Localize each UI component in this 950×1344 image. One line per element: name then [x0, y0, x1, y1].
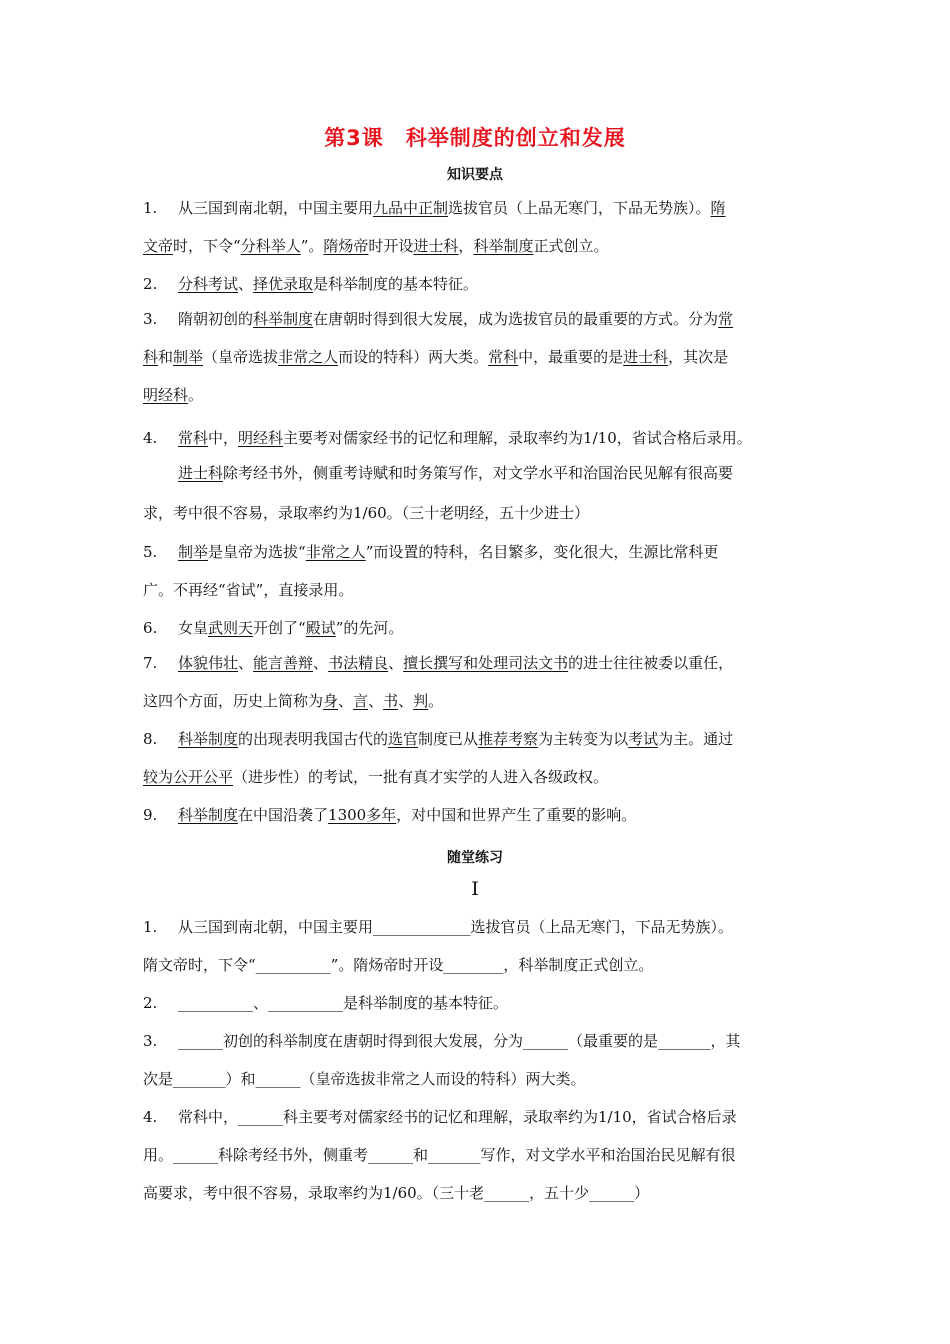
text-run: 中， [208, 429, 239, 447]
text-run: 隋朝初创的 [178, 310, 254, 328]
key-term: 殿试 [305, 619, 336, 637]
key-term: 隋 [710, 199, 726, 217]
text-run: 主要考对儒家经书的记忆和理解，录取率约为1/10，省试合格后录用。 [283, 429, 752, 447]
item-number: 2. [143, 275, 158, 293]
practice-part-numeral: I [471, 878, 479, 900]
s2-item-1-line-1 [143, 917, 813, 937]
text-run: 高要求，考中很不容易，录取率约为1/60。（三十老______，五十少______） [143, 1184, 650, 1202]
text-run: 隋文帝时，下令“__________”。隋炀帝时开设________，科举制度正式创立。 [143, 956, 654, 974]
key-term: 书法精良 [328, 654, 389, 672]
text-run: 常科中，______科主要考对儒家经书的记忆和理解，录取率约为1/10，省试合格后录 [178, 1108, 737, 1126]
text-run: 开创了“ [253, 619, 306, 637]
key-term: 文帝 [143, 237, 174, 255]
text-run: 中，最重要的是 [518, 348, 624, 366]
text-run: 次是_______）和______（皇帝选拔非常之人而设的特科）两大类。 [143, 1070, 586, 1088]
s1-item-6-line-1 [143, 618, 813, 638]
text-run: 在中国沿袭了 [238, 806, 329, 824]
s2-item-3-line-2 [143, 1069, 813, 1089]
s1-item-5-line-1 [143, 542, 813, 562]
text-run: ”而设置的特科，名目繁多，变化很大，生源比常科更 [365, 543, 719, 561]
s1-item-8-line-1 [143, 729, 813, 749]
text-run: 时，下令“ [173, 237, 241, 255]
key-term: 言 [353, 692, 369, 710]
item-number: 9. [143, 806, 158, 824]
text-run: 广。不再经“省试”，直接录用。 [143, 581, 354, 599]
text-run: 、 [398, 692, 414, 710]
text-run: 这四个方面，历史上简称为 [143, 692, 324, 710]
key-term: 科 [143, 348, 159, 366]
section-heading-knowledge: 知识要点 [447, 167, 503, 183]
text-run: 用。______科除考经书外，侧重考______和_______写作，对文学水平和治国治民见解有很 [143, 1146, 736, 1164]
text-run: 从三国到南北朝，中国主要用_____________选拔官员（上品无寒门，下品无势族）。 [178, 918, 734, 936]
text-run: 、 [313, 654, 329, 672]
key-term: 较为公开公平 [143, 768, 234, 786]
key-term: 常 [718, 310, 734, 328]
key-term: 身 [323, 692, 339, 710]
s1-item-3-line-2 [143, 347, 813, 367]
text-run: ”。 [300, 237, 324, 255]
text-run: 的进士往往被委以重任， [568, 654, 734, 672]
text-run: 为主。通过 [658, 730, 734, 748]
text-run: （进步性）的考试，一批有真才实学的人进入各级政权。 [233, 768, 609, 786]
text-run: 求，考中很不容易，录取率约为1/60。（三十老明经，五十少进士） [143, 504, 590, 522]
s1-item-3-line-1 [143, 309, 813, 329]
item-number: 6. [143, 619, 158, 637]
key-term: 推荐考察 [478, 730, 539, 748]
key-term: 能言善辩 [253, 654, 314, 672]
key-term: 明经科 [238, 429, 284, 447]
key-term: 科举制度 [178, 730, 239, 748]
text-run: 、 [368, 692, 384, 710]
text-run: 。 [428, 692, 444, 710]
text-run: 、 [388, 654, 404, 672]
text-run: 。 [188, 386, 204, 404]
text-run: 是皇帝为选拔“ [208, 543, 306, 561]
item-number: 3. [143, 1032, 158, 1050]
text-run: 和 [158, 348, 174, 366]
key-term: 判 [413, 692, 429, 710]
lesson-title: 第3课 科举制度的创立和发展 [324, 126, 626, 150]
s1-item-3-line-3 [143, 385, 813, 405]
item-number: 5. [143, 543, 158, 561]
key-term: 明经科 [143, 386, 189, 404]
item-number: 8. [143, 730, 158, 748]
s1-item-7-line-1 [143, 653, 813, 673]
s2-item-4-line-1 [143, 1107, 813, 1127]
key-term: 常科 [488, 348, 519, 366]
item-number: 1. [143, 199, 158, 217]
text-run: 、 [338, 692, 354, 710]
key-term: 隋炀帝 [323, 237, 369, 255]
text-run: ______初创的科举制度在唐朝时得到很大发展，分为______（最重要的是_______，其 [178, 1032, 741, 1050]
text-run: 时开设 [368, 237, 414, 255]
s2-item-2-line-1 [143, 993, 813, 1013]
key-term: 分科举人 [240, 237, 301, 255]
key-term: 非常之人 [278, 348, 339, 366]
key-term: 常科 [178, 429, 209, 447]
text-run: __________、__________是科举制度的基本特征。 [178, 994, 509, 1012]
text-run: ”的先河。 [335, 619, 404, 637]
text-run: （皇帝选拔 [203, 348, 279, 366]
text-run: ，其次是 [668, 348, 729, 366]
s1-item-4-line-3 [143, 503, 813, 523]
s1-item-8-line-2 [143, 767, 813, 787]
text-run: ， [458, 237, 474, 255]
section-heading-practice: 随堂练习 [447, 850, 503, 866]
s2-item-4-line-3 [143, 1183, 813, 1203]
key-term: 科举制度 [178, 806, 239, 824]
text-run: 、 [238, 654, 254, 672]
key-term: 制举 [178, 543, 209, 561]
text-run: ，对中国和世界产生了重要的影响。 [396, 806, 637, 824]
text-run: 的出现表明我国古代的 [238, 730, 389, 748]
key-term: 科举制度 [253, 310, 314, 328]
key-term: 进士科 [178, 464, 224, 482]
s1-item-1-line-1 [143, 198, 813, 218]
key-term: 选官 [388, 730, 419, 748]
text-run: 正式创立。 [533, 237, 609, 255]
item-number: 4. [143, 1108, 158, 1126]
item-number: 4. [143, 429, 158, 447]
key-term: 进士科 [413, 237, 459, 255]
item-number: 1. [143, 918, 158, 936]
text-run: 是科举制度的基本特征。 [313, 275, 479, 293]
s2-item-1-line-2 [143, 955, 813, 975]
key-term: 进士科 [623, 348, 669, 366]
text-run: 除考经书外，侧重考诗赋和时务策写作，对文学水平和治国治民见解有很高要 [223, 464, 734, 482]
key-term: 分科考试 [178, 275, 239, 293]
s1-item-7-line-2 [143, 691, 813, 711]
s2-item-4-line-2 [143, 1145, 813, 1165]
key-term: 武则天 [208, 619, 254, 637]
key-term: 体貌伟壮 [178, 654, 239, 672]
key-term: 择优录取 [253, 275, 314, 293]
s1-item-4-line-2 [143, 463, 813, 483]
key-term: 书 [383, 692, 399, 710]
text-run: 女皇 [178, 619, 209, 637]
s1-item-5-line-2 [143, 580, 813, 600]
key-term: 科举制度 [473, 237, 534, 255]
item-number: 7. [143, 654, 158, 672]
s1-item-9-line-1 [143, 805, 813, 825]
s1-item-2-line-1 [143, 274, 813, 294]
text-run: 在唐朝时得到很大发展，成为选拔官员的最重要的方式。分为 [313, 310, 719, 328]
key-term: 擅长撰写和处理司法文书 [403, 654, 569, 672]
s1-item-4-line-1 [143, 428, 813, 448]
text-run: 制度已从 [418, 730, 479, 748]
text-run: 选拔官员（上品无寒门，下品无势族）。 [448, 199, 711, 217]
s2-item-3-line-1 [143, 1031, 813, 1051]
s1-item-1-line-2 [143, 236, 813, 256]
key-term: 制举 [173, 348, 204, 366]
key-term: 非常之人 [305, 543, 366, 561]
text-run: 为主转变为以 [538, 730, 629, 748]
item-number: 2. [143, 994, 158, 1012]
text-run: 从三国到南北朝，中国主要用 [178, 199, 374, 217]
text-run: 、 [238, 275, 254, 293]
key-term: 1300多年 [328, 806, 397, 824]
key-term: 考试 [628, 730, 659, 748]
item-number: 3. [143, 310, 158, 328]
key-term: 九品中正制 [373, 199, 449, 217]
text-run: 而设的特科）两大类。 [338, 348, 489, 366]
